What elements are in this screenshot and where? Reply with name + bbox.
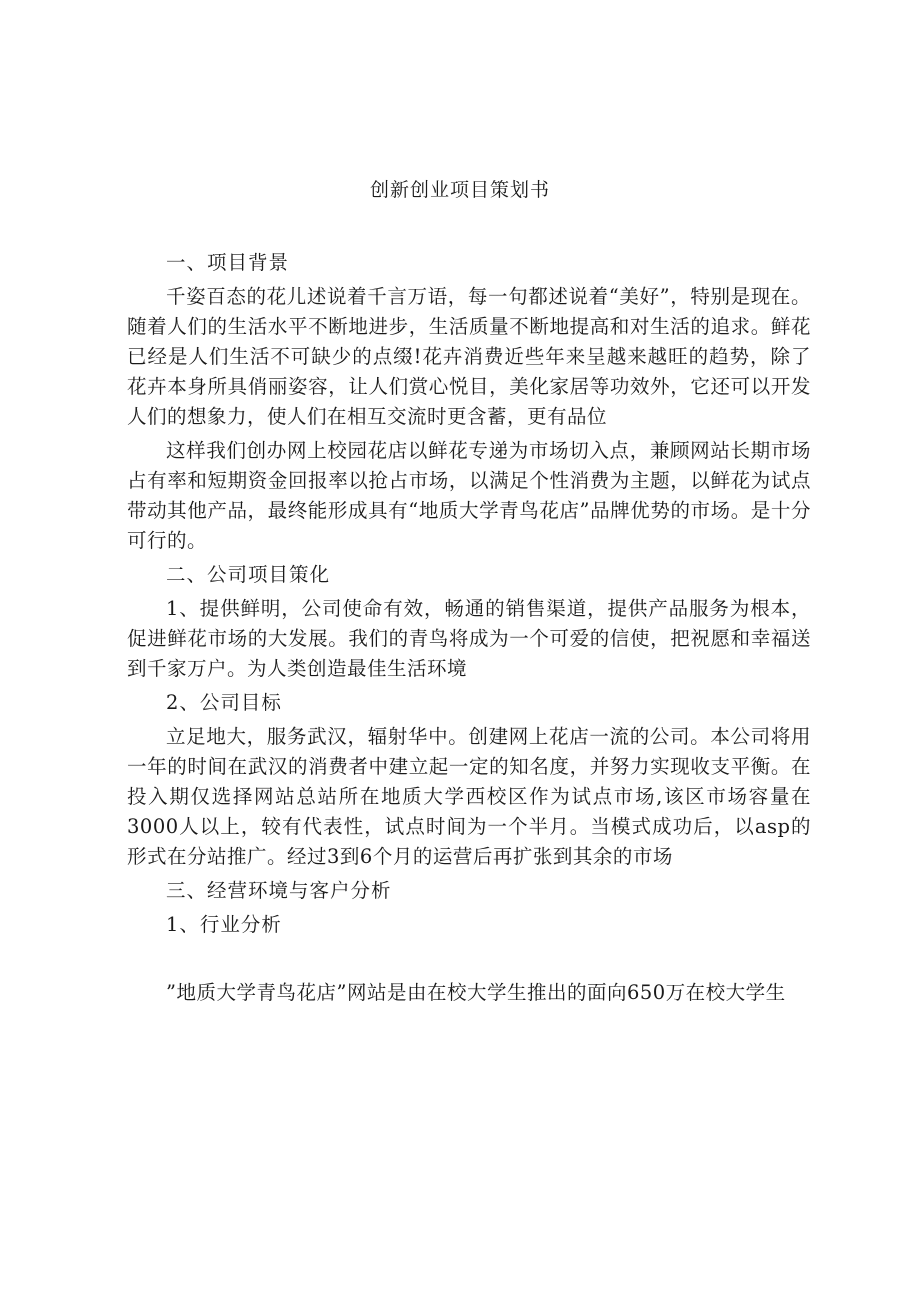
section-heading-project-background: 一、项目背景 — [166, 251, 290, 274]
section-heading-environment-analysis: 三、经营环境与客户分析 — [166, 879, 392, 902]
paragraph: 千姿百态的花儿述说着千言万语，每一句都述说着“美好”，特别是现在。随着人们的生活水平不断地进步，生活质量不断地提高和对生活的追求。鲜花已经是人们生活不可缺少的点缀!花卉消费近些年来呈越来越旺的趋势，除了花卉本身所具俏丽姿容，让人们赏心悦目，美化家居等功效外，它还可以开发人们的想象力，使人们在相互交流时更含蓄，更有品位 — [127, 285, 811, 428]
paragraph: 1、提供鲜明，公司使命有效，畅通的销售渠道，提供产品服务为根本，促进鲜花市场的大发展。我们的青鸟将成为一个可爱的信使，把祝愿和幸福送到千家万户。为人类创造最佳生活环境 — [127, 597, 811, 680]
document-title: 创新创业项目策划书 — [369, 179, 550, 201]
document-body — [127, 248, 811, 1008]
subheading-company-goals: 2、公司目标 — [166, 691, 282, 714]
paragraph: ”地质大学青鸟花店”网站是由在校大学生推出的面向650万在校大学生 — [166, 981, 786, 1004]
paragraph: 这样我们创办网上校园花店以鲜花专递为市场切入点，兼顾网站长期市场占有率和短期资金回报率以抢占市场，以满足个性消费为主题，以鲜花为试点带动其他产品，最终能形成具有“地质大学青鸟花店”品牌优势的市场。是十分可行的。 — [127, 439, 811, 552]
paragraph: 立足地大，服务武汉，辐射华中。创建网上花店一流的公司。本公司将用一年的时间在武汉的消费者中建立起一定的知名度，并努力实现收支平衡。在投入期仅选择网站总站所在地质大学西校区作为试点市场,该区市场容量在3000人以上，较有代表性，试点时间为一个半月。当模式成功后，以asp的形式在分站推广。经过3到6个月的运营后再扩张到其余的市场 — [127, 725, 811, 868]
section-heading-company-planning: 二、公司项目策化 — [166, 563, 331, 586]
subheading-industry-analysis: 1、行业分析 — [166, 913, 282, 936]
